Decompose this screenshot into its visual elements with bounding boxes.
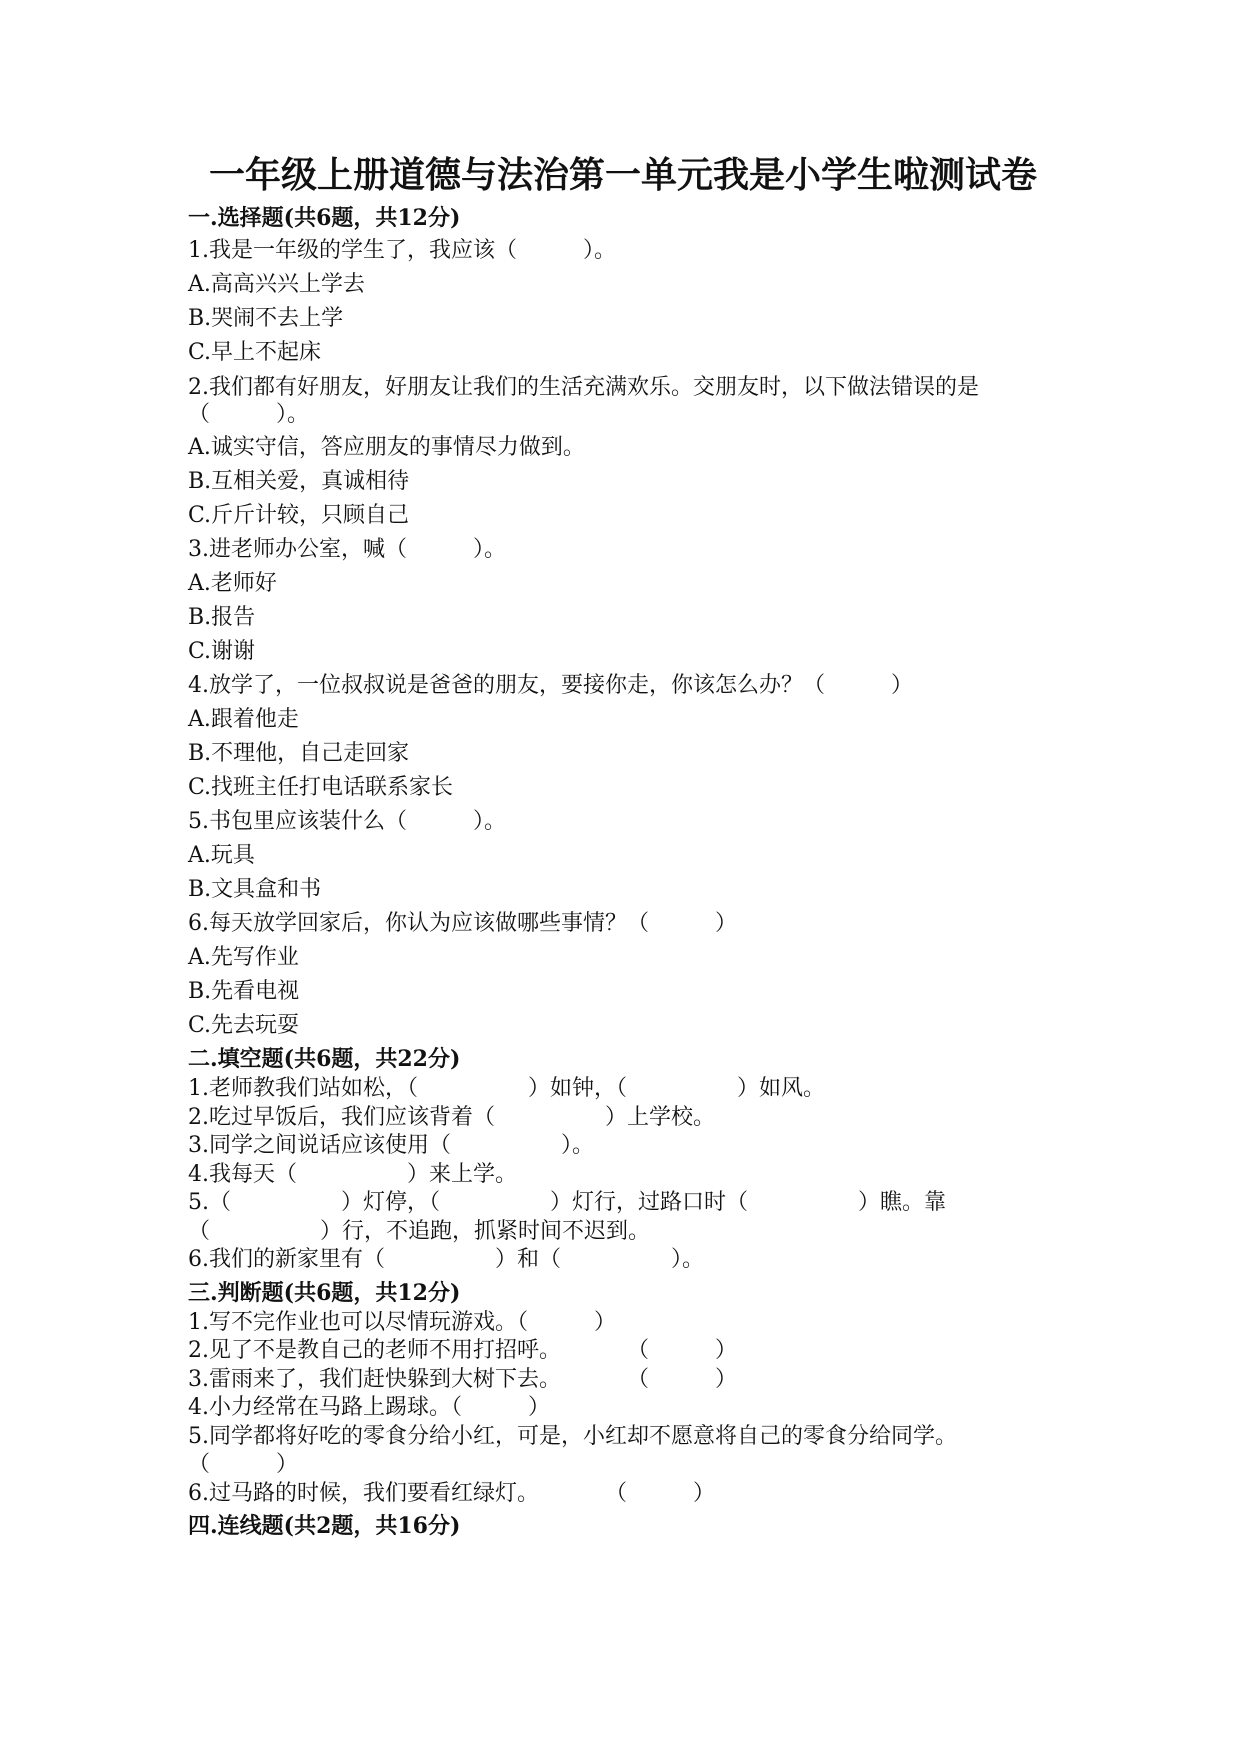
question: 2.见了不是教自己的老师不用打招呼。 （ ） (188, 1338, 737, 1363)
question: 1.老师教我们站如松，（ ）如钟，（ ）如风。 (188, 1076, 825, 1101)
option-b: B.哭闹不去上学 (188, 306, 344, 331)
option-c: C.斤斤计较，只顾自己 (188, 503, 410, 528)
question: 3.雷雨来了，我们赶快躲到大树下去。 （ ） (188, 1366, 737, 1392)
option-c: C.谢谢 (188, 639, 256, 664)
option-b: B.互相关爱，真诚相待 (188, 469, 410, 494)
option-c: C.先去玩耍 (188, 1013, 300, 1038)
option-b: B.文具盒和书 (188, 877, 322, 902)
question-stem: 3.进老师办公室，喊（ ）。 (188, 537, 506, 562)
option-a: A.跟着他走 (188, 707, 299, 732)
section-heading: 二.填空题(共6题，共22分) (188, 1046, 461, 1072)
section-heading: 四.连线题(共2题，共16分) (188, 1513, 461, 1539)
section-fill-in (188, 1043, 1058, 1277)
question (188, 907, 1058, 1043)
question (188, 533, 1058, 669)
section-true-false (188, 1277, 1058, 1511)
question (188, 234, 1058, 370)
option-c: C.找班主任打电话联系家长 (188, 775, 454, 800)
question: 5.同学都将好吃的零食分给小红，可是，小红却不愿意将自己的零食分给同学。 （ ） (188, 1423, 1013, 1477)
option-c: C.早上不起床 (188, 340, 322, 365)
option-b: B.不理他，自己走回家 (188, 741, 410, 766)
question: 6.过马路的时候，我们要看红绿灯。 （ ） (188, 1480, 715, 1506)
question: 2.吃过早饭后，我们应该背着（ ）上学校。 (188, 1104, 715, 1130)
question-stem: 1.我是一年级的学生了，我应该（ ）。 (188, 238, 616, 263)
section-heading: 三.判断题(共6题，共12分) (188, 1279, 461, 1306)
section-multiple-choice (188, 202, 1058, 1043)
section-heading: 一.选择题(共6题，共12分) (188, 205, 461, 231)
option-a: A.诚实守信，答应朋友的事情尽力做到。 (188, 435, 585, 460)
exam-content (188, 150, 1058, 1542)
option-a: A.老师好 (188, 571, 277, 596)
question-stem: 2.我们都有好朋友，好朋友让我们的生活充满欢乐。交朋友时，以下做法错误的是（ ）。 (188, 375, 979, 427)
section-matching (188, 1510, 1058, 1542)
question: 1.写不完作业也可以尽情玩游戏。（ ） (188, 1309, 616, 1335)
question (188, 805, 1058, 907)
question: 4.小力经常在马路上踢球。（ ） (188, 1395, 550, 1420)
option-a: A.玩具 (188, 843, 255, 868)
exam-title: 一年级上册道德与法治第一单元我是小学生啦测试卷 (208, 154, 1037, 196)
question-stem: 4.放学了，一位叔叔说是爸爸的朋友，要接你走，你该怎么办？（ ） (188, 673, 913, 698)
question (188, 669, 1058, 805)
question: 6.我们的新家里有（ ）和（ ）。 (188, 1247, 704, 1272)
option-a: A.先写作业 (188, 945, 299, 970)
question: 4.我每天（ ）来上学。 (188, 1161, 517, 1187)
option-b: B.先看电视 (188, 979, 300, 1004)
option-b: B.报告 (188, 605, 256, 630)
question-stem: 6.每天放学回家后，你认为应该做哪些事情？（ ） (188, 911, 737, 936)
question (188, 370, 1058, 533)
question-stem: 5.书包里应该装什么（ ）。 (188, 809, 506, 834)
question: 3.同学之间说话应该使用（ ）。 (188, 1133, 594, 1158)
option-a: A.高高兴兴上学去 (188, 272, 365, 297)
question: 5.（ ）灯停，（ ）灯行，过路口时（ ）瞧。靠（ ）行，不追跑，抓紧时间不迟到。 (188, 1190, 946, 1244)
